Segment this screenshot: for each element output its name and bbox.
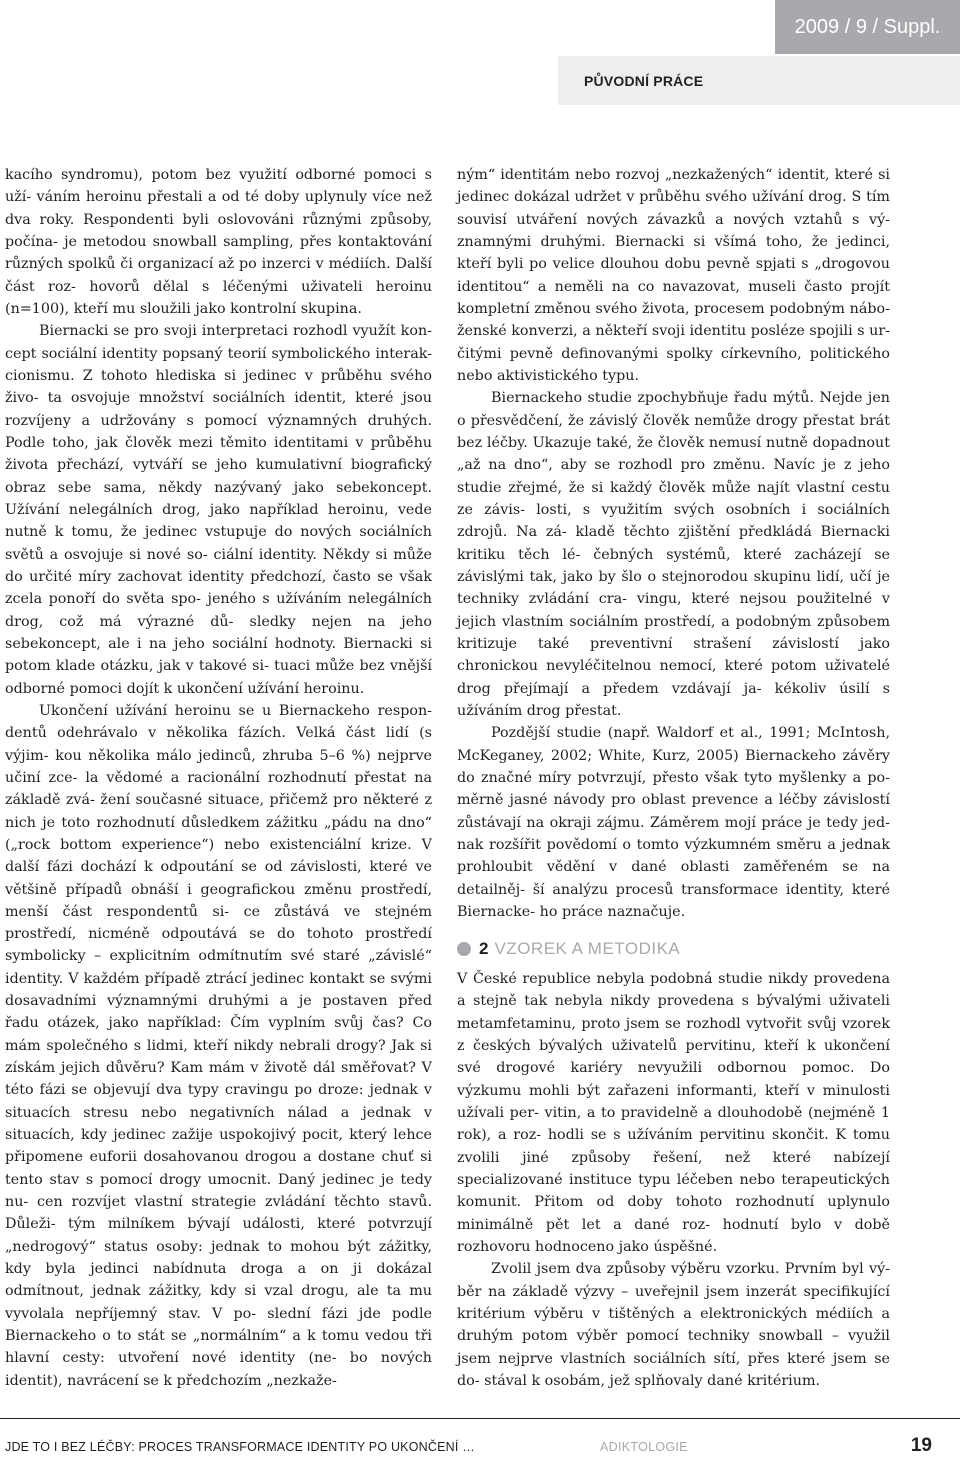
- section-label: [558, 56, 960, 105]
- left-column: [5, 164, 432, 1392]
- right-column: [457, 164, 890, 1392]
- page-number: 19: [910, 1435, 932, 1456]
- paragraph: ným“ identitám nebo rozvoj „nezkažených“ identit, které si jedinec dokázal udržet v průběhu svého užívání drog. S tím souvisí utváření nových závazků a nových vztahů s vý- znamnými druhými. Biernacki si všímá toho, že jedinci, kteří byli po velice dlouhou dobu pevně spjati s „drogovou identitou“ a neměli na co navazovat, museli často projít kompletní změnou svého života, procesem podobným nábo- ženské konverzi, a někteří svoji identitu posléze spojili s ur- čitými pevně definovanými spolky církevního, politického nebo aktivistického typu.: [457, 167, 890, 384]
- paragraph: Zvolil jsem dva způsoby výběru vzorku. Prvním byl vý- běr na základě výzvy – uveřejnil jsem inzerát specifikující kritérium výběru v tištěných a elektronických médiích a druhým potom výběr pomocí techniky snowball – využil jsem nejprve vlastních sociálních sítí, přes které jsem se do- stával k osobám, jež splňovaly dané kritérium.: [457, 1261, 890, 1390]
- issue-text: 2009 / 9 / Suppl.: [794, 15, 941, 38]
- section-text: PŮVODNÍ PRÁCE: [584, 72, 704, 89]
- issue-label: [775, 0, 960, 54]
- bullet-dot-icon: [457, 942, 471, 956]
- section-heading: [457, 938, 890, 960]
- paragraph: Biernacki se pro svoji interpretaci rozhodl využít kon- cept sociální identity popsaný teorií symbolického interak- cionismu. Z tohoto hlediska si jedinec v průběhu svého živo- ta osvojuje množství sociálních identit, které jsou rozvíjeny a udržovány s pomocí významných druhých. Podle toho, jak člověk mezi těmito identitami v průběhu života přechází, vytváří se jeho kumulativní biografický obraz sebe sama, někdy nazývaný jako sebekoncept. Užívání nelegálních drog, jako například heroinu, vede nutně k tomu, že jedinec vstupuje do nových sociálních světů a osvojuje si nové so- ciální identity. Někdy si může do určité míry zachovat identity předchozí, často se však zcela ponoří do světa spo- jeného s užíváním nelegálních drog, což má výrazné dů- sledky nejen na jeho sebekoncept, ale i na jeho sociální hodnoty. Biernacki si potom klade otázku, jak v takové si- tuaci může bez vnější odborné pomoci dojít k ukončení užívání heroinu.: [5, 323, 432, 697]
- section-title: VZOREK A METODIKA: [494, 939, 681, 958]
- running-title: JDE TO I BEZ LÉČBY: PROCES TRANSFORMACE IDENTITY PO UKONČENÍ …: [5, 1440, 475, 1454]
- journal-name: ADIKTOLOGIE: [600, 1440, 688, 1454]
- paragraph: V České republice nebyla podobná studie nikdy provedena a stejně tak nebyla nikdy provedena s bývalými uživateli metamfetaminu, proto jsem se rozhodl vytvořit svůj vzorek z českých bývalých uživatelů pervitinu, kteří k ukončení své drogové kariéry nevyužili odbornou pomoc. Do výzkumu mohli být zařazeni informanti, kteří v minulosti užívali per- vitin, a to pravidelně a dlouhodobě (nejméně 1 rok), a roz- hodli se s užíváním pervitinu skončit. K tomu zvolili jiné způsoby řešení, než které nabízejí specializované instituce typu léčeben nebo terapeutických komunit. Přitom od doby tohoto rozhodnutí uplynulo minimálně pět let a dané roz- hodnutí bylo v době rozhovoru hodnoceno jako úspěšné.: [457, 971, 890, 1256]
- section-number: 2: [479, 939, 489, 958]
- paragraph: kacího syndromu), potom bez využití odborné pomoci s uží- váním heroinu přestali a od té doby uplynuly více než dva roky. Respondenti byli oslovováni různými způsoby, počína- je metodou snowball sampling, přes kontaktování různých spolků či organizací až po inzerci v médiích. Další část roz- hovorů dělal s léčenými uživateli heroinu (n=100), kteří mu sloužili jako kontrolní skupina.: [5, 167, 432, 317]
- paragraph: Ukončení užívání heroinu se u Biernackeho respon- dentů odehrávalo v několika fázích. Velká část lidí (s výjim- kou několika málo jedinců, zhruba 5–6 %) nejprve učiní zce- la vědomé a racionální rozhodnutí přestat na základě zvá- žení současné situace, přičemž pro některé z nich je toto rozhodnutí důsledkem zážitku „pádu na dno“ („rock bottom experience“) nebo existenciální krize. V další fázi dochází k odpoutání se od závislosti, které ve většině případů obnáší i geografickou změnu prostředí, menší část respondentů si- ce zůstává ve stejném prostředí, nicméně odpoutává se do tohoto prostředí symbolicky – explicitním odmítnutím své staré „závislé“ identity. V každém případě ztrácí jedinec kontakt se svými dosavadními významnými druhými a je postaven před řadu otázek, jako například: Čím vyplním svůj čas? Co mám společného s lidmi, kteří nikdy nebrali drogy? Jak si získám jejich důvěru? Kam mám v životě dál směřovat? V této fázi se objevují dva typy cravingu po droze: jednak v situacích stresu nebo negativních nálad a jednak v situacích, kdy jedinec zažije uspokojivý pocit, který lehce připomene euforii dosahovanou drogou a dostane chuť si tento stav s pomocí drogy umocnit. Daný jedinec je tedy nu- cen rozvíjet vlastní strategie zvládání těchto stavů. Důleži- tým milníkem bývají události, které potvrzují „nedrogový“ status osoby: jednak to mohou být zážitky, kdy byla jedinci nabídnuta droga a on ji dokázal odmítnout, jednak zážitky, kdy si vzal drogu, ale ta mu vyvolala nepříjemný stav. V po- slední fázi jde podle Biernackeho o to stát se „normálním“ a k tomu vedou tři hlavní cesty: utvoření nové identity (ne- bo nových identit), navrácení se k předchozím „nezkaže-: [5, 702, 432, 1389]
- paragraph: Pozdější studie (např. Waldorf et al., 1991; McIntosh, McKeganey, 2002; White, Kurz, 2005) Biernackeho závěry do značné míry potvrzují, přesto však tyto myšlenky a po- měrně jasné návody pro oblast prevence a léčby závislostí zůstávají na okraji zájmu. Záměrem mojí práce je tedy jed- nak rozšířit povědomí o tomto výzkumném směru a jednak prohloubit vědění v dané oblasti zaměřeném se na detailněj- ší analýzu procesů transformace identity, které Biernacke- ho práce naznačuje.: [457, 725, 890, 920]
- footer-divider: [0, 1418, 960, 1419]
- paragraph: Biernackeho studie zpochybňuje řadu mýtů. Nejde jen o přesvědčení, že závislý člověk nemůže drogy přestat brát bez léčby. Ukazuje také, že člověk nemusí nutně dopadnout „až na dno“, aby se rozhodl pro změnu. Navíc je z jeho studie zřejmé, že si každý člověk může najít vlastní cestu ze závis- losti, s využitím svých osobních i sociálních zdrojů. Na zá- kladě těchto zjištění předkládá Biernacki kritiku těch lé- čebných systémů, které zacházejí se závislými tak, jako by šlo o stejnorodou skupinu lidí, učí je techniky zvládání cra- vingu, které nejsou použitelné v jejich vlastním sociálním prostředí, a podobným způsobem kritizuje také preventivní strašení závislostí jako chronickou nevyléčitelnou nemocí, které potom uživatelé drog přejímají a předem vzdávají ja- kékoliv úsilí s užíváním drog přestat.: [457, 390, 890, 719]
